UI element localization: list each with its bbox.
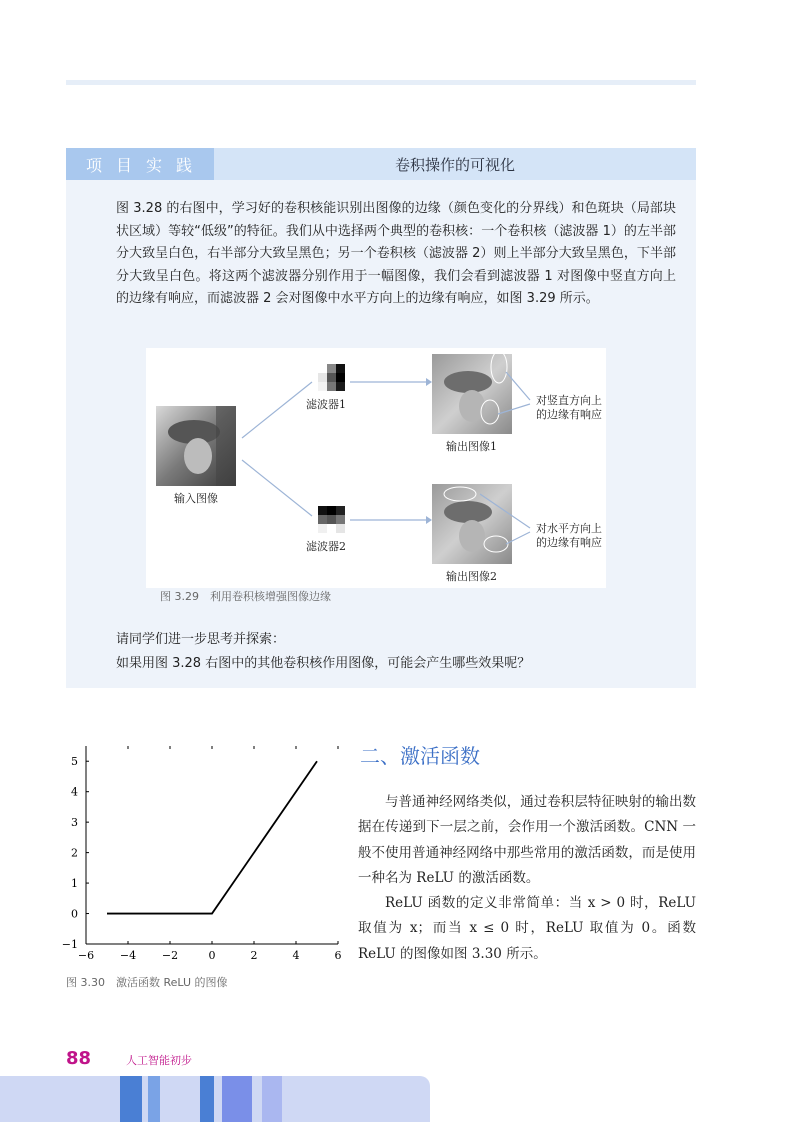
book-title: 人工智能初步 <box>126 1054 192 1067</box>
x-tick-label: −4 <box>119 949 137 962</box>
y-tick-label: 0 <box>71 907 78 921</box>
output2-image <box>432 484 512 564</box>
y-tick-label: 4 <box>71 785 78 799</box>
think-prompt: 请同学们进一步思考并探索： <box>116 632 286 647</box>
footer-bar <box>262 1076 282 1122</box>
figure-3-29-diagram <box>146 348 606 588</box>
note2: 对水平方向上 的边缘有响应 <box>536 522 602 549</box>
practice-title: 卷积操作的可视化 <box>214 148 696 180</box>
filter1-label: 滤波器1 <box>306 398 346 411</box>
filter2-label: 滤波器2 <box>306 540 346 553</box>
y-tick-label: 1 <box>71 877 78 891</box>
output2-label: 输出图像2 <box>446 570 497 583</box>
practice-tag: 项目实践 <box>66 148 214 180</box>
section-paragraph-2: ReLU 函数的定义非常简单：当 x > 0 时，ReLU 取值为 x；而当 x ≤ 0 时，ReLU 取值为 0。函数 ReLU 的图像如图 3.30 所示。 <box>358 895 696 962</box>
top-rule <box>66 80 696 85</box>
footer-band <box>0 1076 430 1122</box>
x-tick-label: 6 <box>334 949 342 962</box>
footer-bar <box>148 1076 160 1122</box>
filter2-image <box>318 506 345 533</box>
practice-paragraph: 图 3.28 的右图中，学习好的卷积核能识别出图像的边缘（颜色变化的分界线）和色斑块（局部块状区域）等较“低级”的特征。我们从中选择两个典型的卷积核：一个卷积核（滤波器 1）的左半部分大致呈白色，右半部分大致呈黑色；另一个卷积核（滤波器 2）则上半部分大致呈黑色，下半部分大致呈白色。将这两个滤波器分别作用于一幅图像，我们会看到滤波器 1 对图像中竖直方向上的边缘有响应，而滤波器 2 会对图像中水平方向上的边缘有响应，如图 3.29 所示。 <box>116 201 676 306</box>
section-title: 二、激活函数 <box>360 744 480 768</box>
output1-label: 输出图像1 <box>446 440 497 453</box>
figure-3-30-caption: 图 3.30 激活函数 ReLU 的图像 <box>66 976 228 989</box>
y-tick-label: 3 <box>71 816 78 830</box>
y-tick-label: 2 <box>71 846 78 860</box>
relu-chart-svg <box>60 738 350 970</box>
x-tick-label: −2 <box>161 949 179 962</box>
relu-chart <box>60 738 350 970</box>
input-label: 输入图像 <box>174 492 218 505</box>
y-tick-label: 5 <box>71 755 78 769</box>
figure-3-29 <box>146 348 606 588</box>
filter1-image <box>318 364 345 391</box>
practice-box <box>66 180 696 688</box>
footer-bar <box>120 1076 142 1122</box>
footer-bar <box>200 1076 214 1122</box>
x-tick-label: 0 <box>208 949 216 962</box>
x-tick-label: 2 <box>250 949 258 962</box>
relu-series-line <box>107 761 317 913</box>
section-paragraph-1: 与普通神经网络类似，通过卷积层特征映射的输出数据在传递到下一层之前，会作用一个激活函数。CNN 一般不使用普通神经网络中那些常用的激活函数，而是使用一种名为 ReLU 的激活函数。 <box>358 794 696 886</box>
y-tick-label: −1 <box>61 938 78 951</box>
section-body <box>358 790 696 967</box>
input-image <box>156 406 236 486</box>
practice-header <box>66 148 696 180</box>
note1: 对竖直方向上 的边缘有响应 <box>536 394 602 421</box>
x-tick-label: −6 <box>77 949 95 962</box>
page-number: 88 <box>66 1048 92 1069</box>
think-question: 如果用图 3.28 右图中的其他卷积核作用图像，可能会产生哪些效果呢？ <box>116 656 531 671</box>
footer-bar <box>222 1076 252 1122</box>
output1-image <box>432 351 512 434</box>
figure-3-29-caption: 图 3.29 利用卷积核增强图像边缘 <box>160 590 331 603</box>
x-tick-label: 4 <box>292 949 300 962</box>
